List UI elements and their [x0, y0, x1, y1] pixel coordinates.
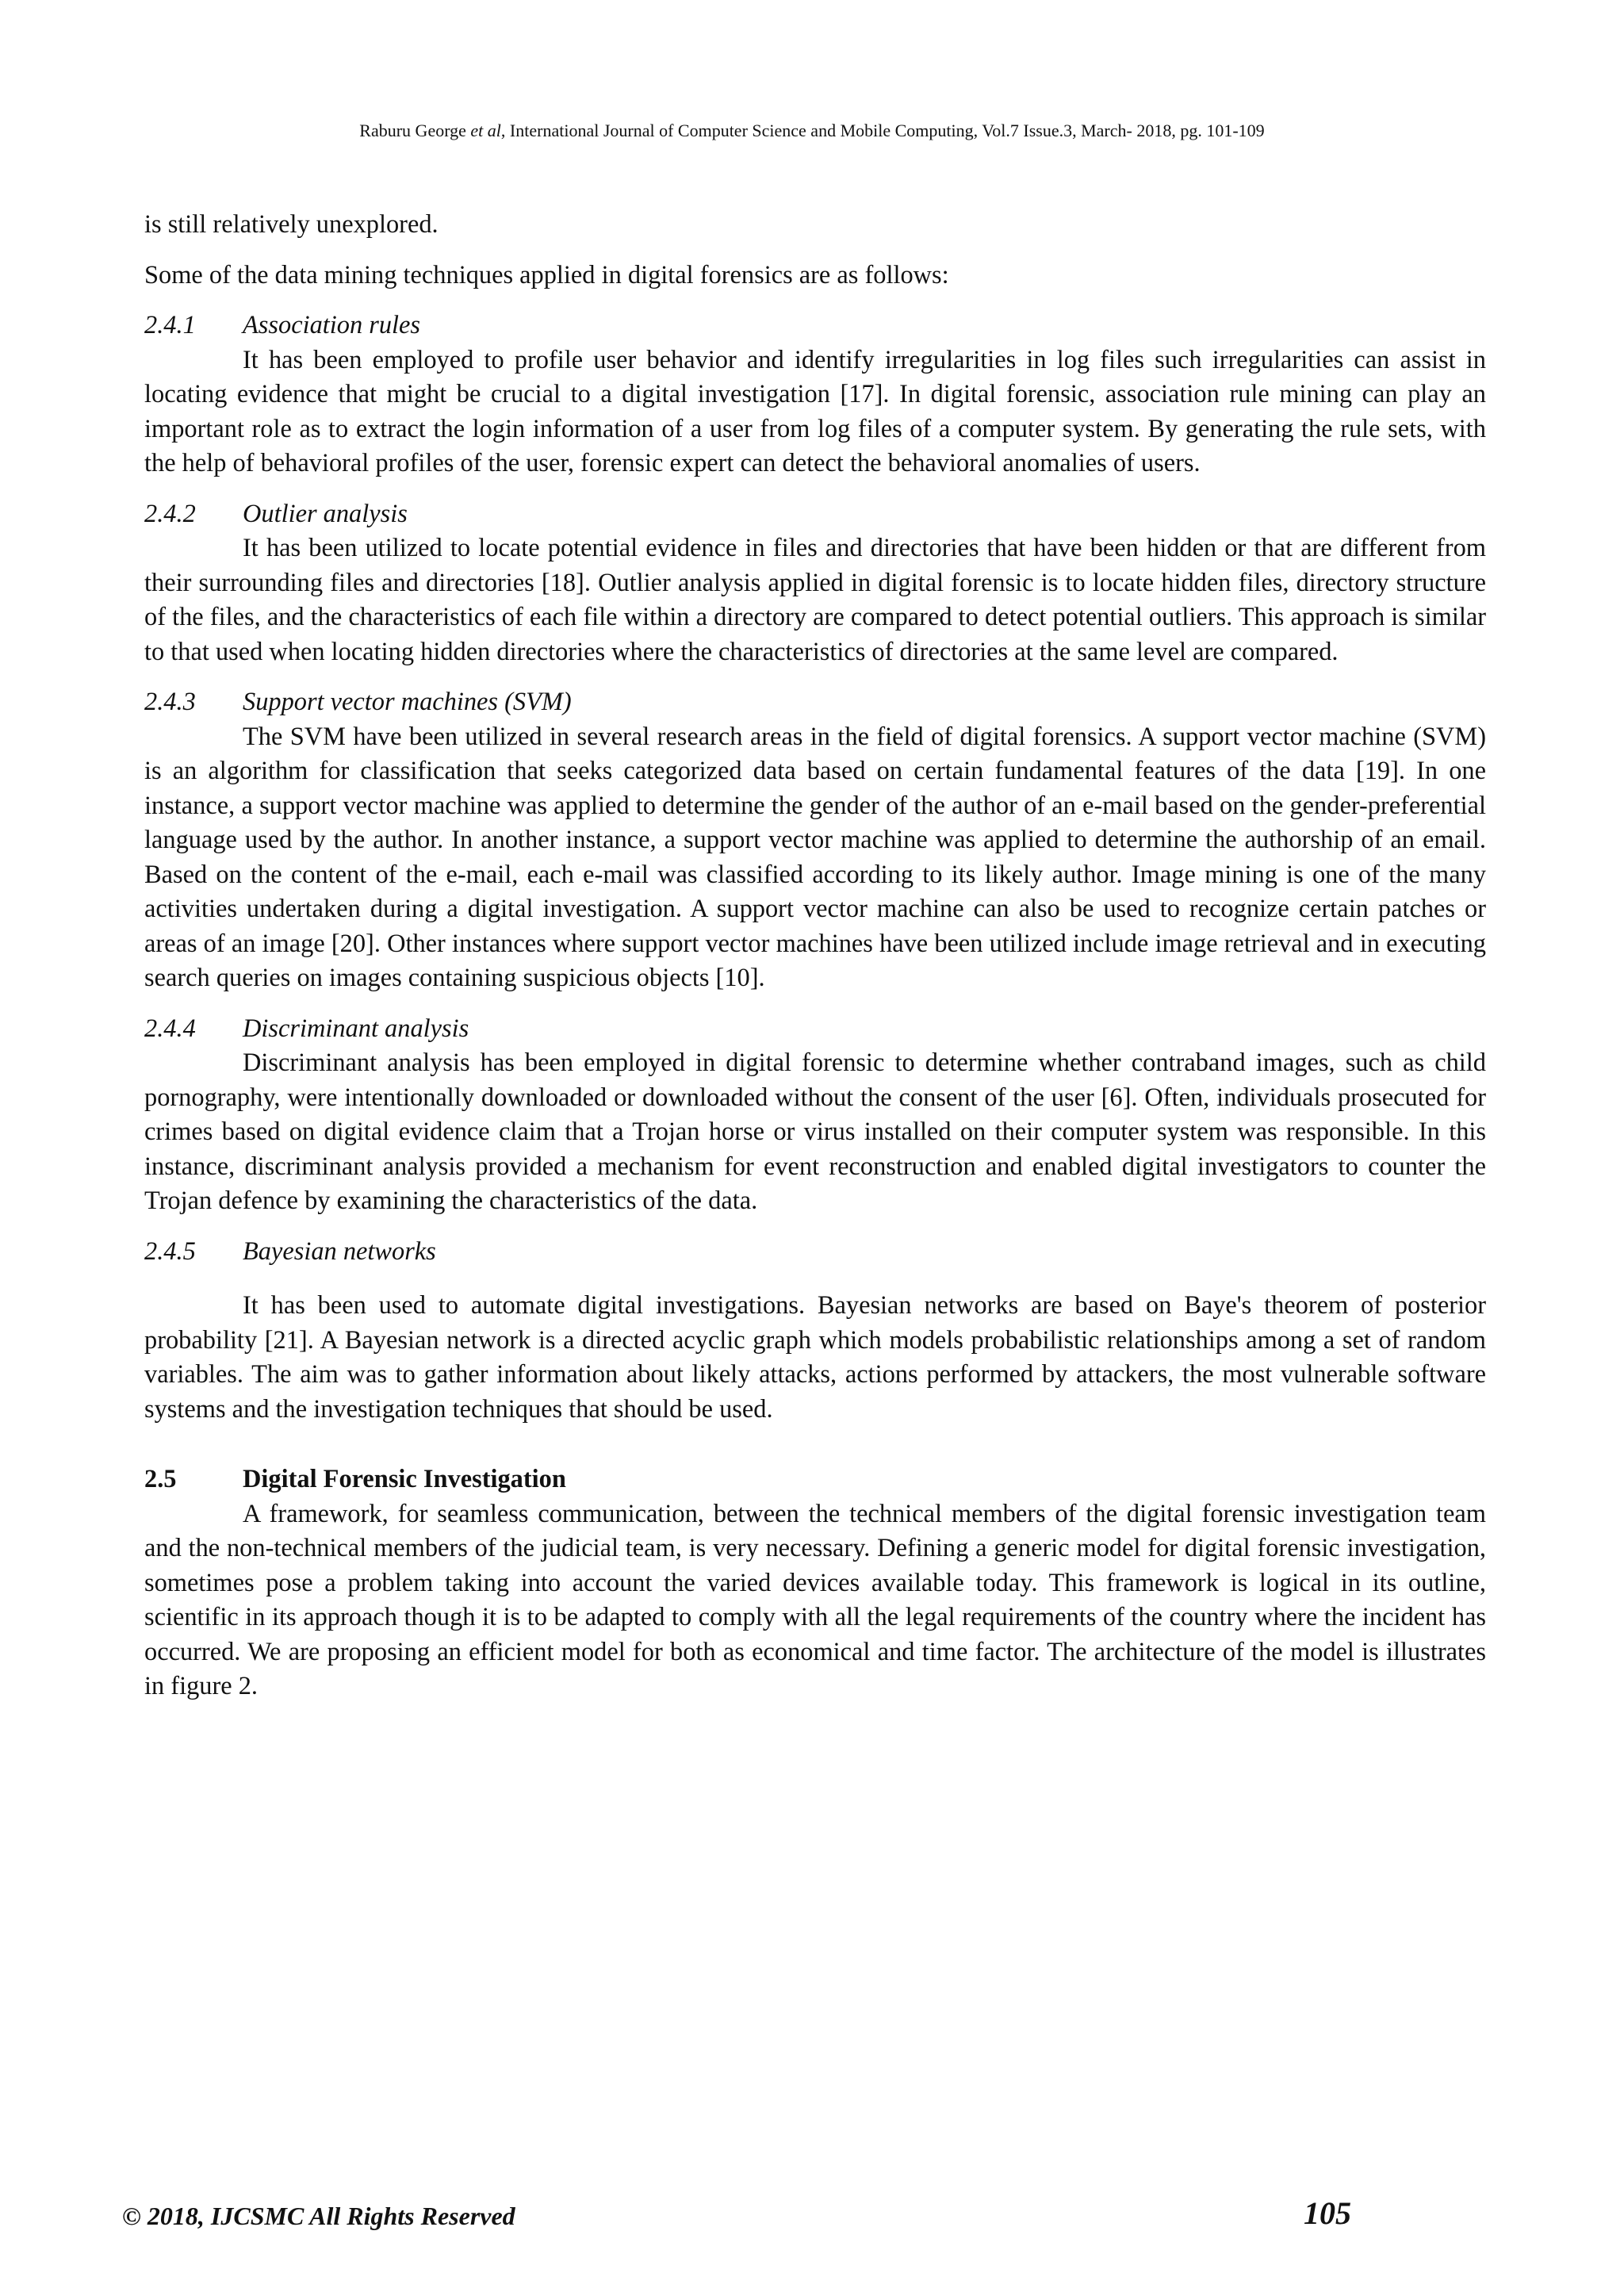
subsection-number: 2.4.4: [144, 1014, 196, 1043]
subsection-title: Outlier analysis: [243, 499, 408, 528]
running-header: [0, 119, 1624, 143]
subsection-title: Discriminant analysis: [243, 1014, 469, 1043]
subsection-heading-2-4-2: [144, 497, 1486, 532]
footer-copyright: © 2018, IJCSMC All Rights Reserved: [122, 2202, 515, 2230]
header-etal: et al: [470, 121, 501, 140]
subsection-title: Support vector machines (SVM): [243, 688, 572, 716]
intro-lead: Some of the data mining techniques applied in digital forensics are as follows:: [144, 260, 949, 289]
subsection-paragraph-association-rules: It has been employed to profile user behavior and identify irregularities in log files such irregularities can assist in locating evidence that might be crucial to a digital investigation [17]. In digital forensic, association rule mining can play an important role as to extract the login information of a user from log files of a computer system. By generating the rule sets, with the help of behavioral profiles of the user, forensic expert can detect the behavioral anomalies of users.: [144, 345, 1486, 477]
header-author: Raburu George: [359, 121, 466, 140]
section-heading-2-5: [144, 1462, 1486, 1497]
section-paragraph-digital-forensic-investigation: A framework, for seamless communication, between the technical members of the digital forensic investigation team and the non-technical members of the judicial team, is very necessary. Defining a generic model for digital forensic investigation, sometimes pose a problem taking into account the varied devices available today. This framework is logical in its outline, scientific in its approach though it is to be adapted to comply with all the legal requirements of the country where the incident has occurred. We are proposing an efficient model for both as economical and time factor. The architecture of the model is illustrates in figure 2.: [144, 1499, 1486, 1700]
subsection-title: Association rules: [243, 311, 421, 339]
subsection-title: Bayesian networks: [243, 1236, 436, 1266]
subsection-number: 2.4.1: [144, 311, 196, 339]
subsection-paragraph-bayesian-networks: It has been used to automate digital investigations. Bayesian networks are based on Baye's theorem of posterior probability [21]. A Bayesian network is a directed acyclic graph which models probabilistic relationships among a set of random variables. The aim was to gather information about likely attacks, actions performed by attackers, the most vulnerable software systems and the investigation techniques that should be used.: [144, 1291, 1486, 1424]
subsection-number: 2.4.5: [144, 1236, 196, 1266]
subsection-paragraph-svm: The SVM have been utilized in several research areas in the field of digital forensics. A support vector machine (SVM) is an algorithm for classification that seeks categorized data based on certain fundamental features of the data [19]. In one instance, a support vector machine was applied to determine the gender of the author of an e-mail based on the gender-preferential language used by the author. In another instance, a support vector machine was applied to determine the authorship of an email. Based on the content of the e-mail, each e-mail was classified according to its likely author. Image mining is one of the many activities undertaken during a digital investigation. A support vector machine can also be used to recognize certain patches or areas of an image [20]. Other instances where support vector machines have been utilized include image retrieval and in executing search queries on images containing suspicious objects [10].: [144, 722, 1486, 992]
subsection-number: 2.4.2: [144, 499, 196, 528]
subsection-paragraph-outlier-analysis: It has been utilized to locate potential evidence in files and directories that have been hidden or that are different from their surrounding files and directories [18]. Outlier analysis applied in digital forensic is to locate hidden files, directory structure of the files, and the characteristics of each file within a directory are compared to detect potential outliers. This approach is similar to that used when locating hidden directories where the characteristics of directories at the same level are compared.: [144, 534, 1486, 666]
subsection-heading-2-4-5: [144, 1235, 1486, 1270]
subsection-heading-2-4-4: [144, 1012, 1486, 1047]
subsection-heading-2-4-1: [144, 309, 1486, 343]
section-number: 2.5: [144, 1465, 177, 1493]
subsection-heading-2-4-3: [144, 685, 1486, 720]
article-body: [144, 208, 1486, 1704]
header-journal: , International Journal of Computer Science and Mobile Computing, Vol.7 Issue.3, March- 2018, pg. 101-109: [500, 121, 1265, 140]
subsection-number: 2.4.3: [144, 688, 196, 716]
section-title: Digital Forensic Investigation: [243, 1465, 566, 1493]
intro-continuation: is still relatively unexplored.: [144, 210, 439, 239]
subsection-paragraph-discriminant-analysis: Discriminant analysis has been employed in digital forensic to determine whether contraband images, such as child pornography, were intentionally downloaded or downloaded without the consent of the user [6]. Often, individuals prosecuted for crimes based on digital evidence claim that a Trojan horse or virus installed on their computer system was responsible. In this instance, discriminant analysis provided a mechanism for event reconstruction and enabled digital investigators to counter the Trojan defence by examining the characteristics of the data.: [144, 1048, 1486, 1215]
page-number: 105: [1304, 2195, 1351, 2231]
